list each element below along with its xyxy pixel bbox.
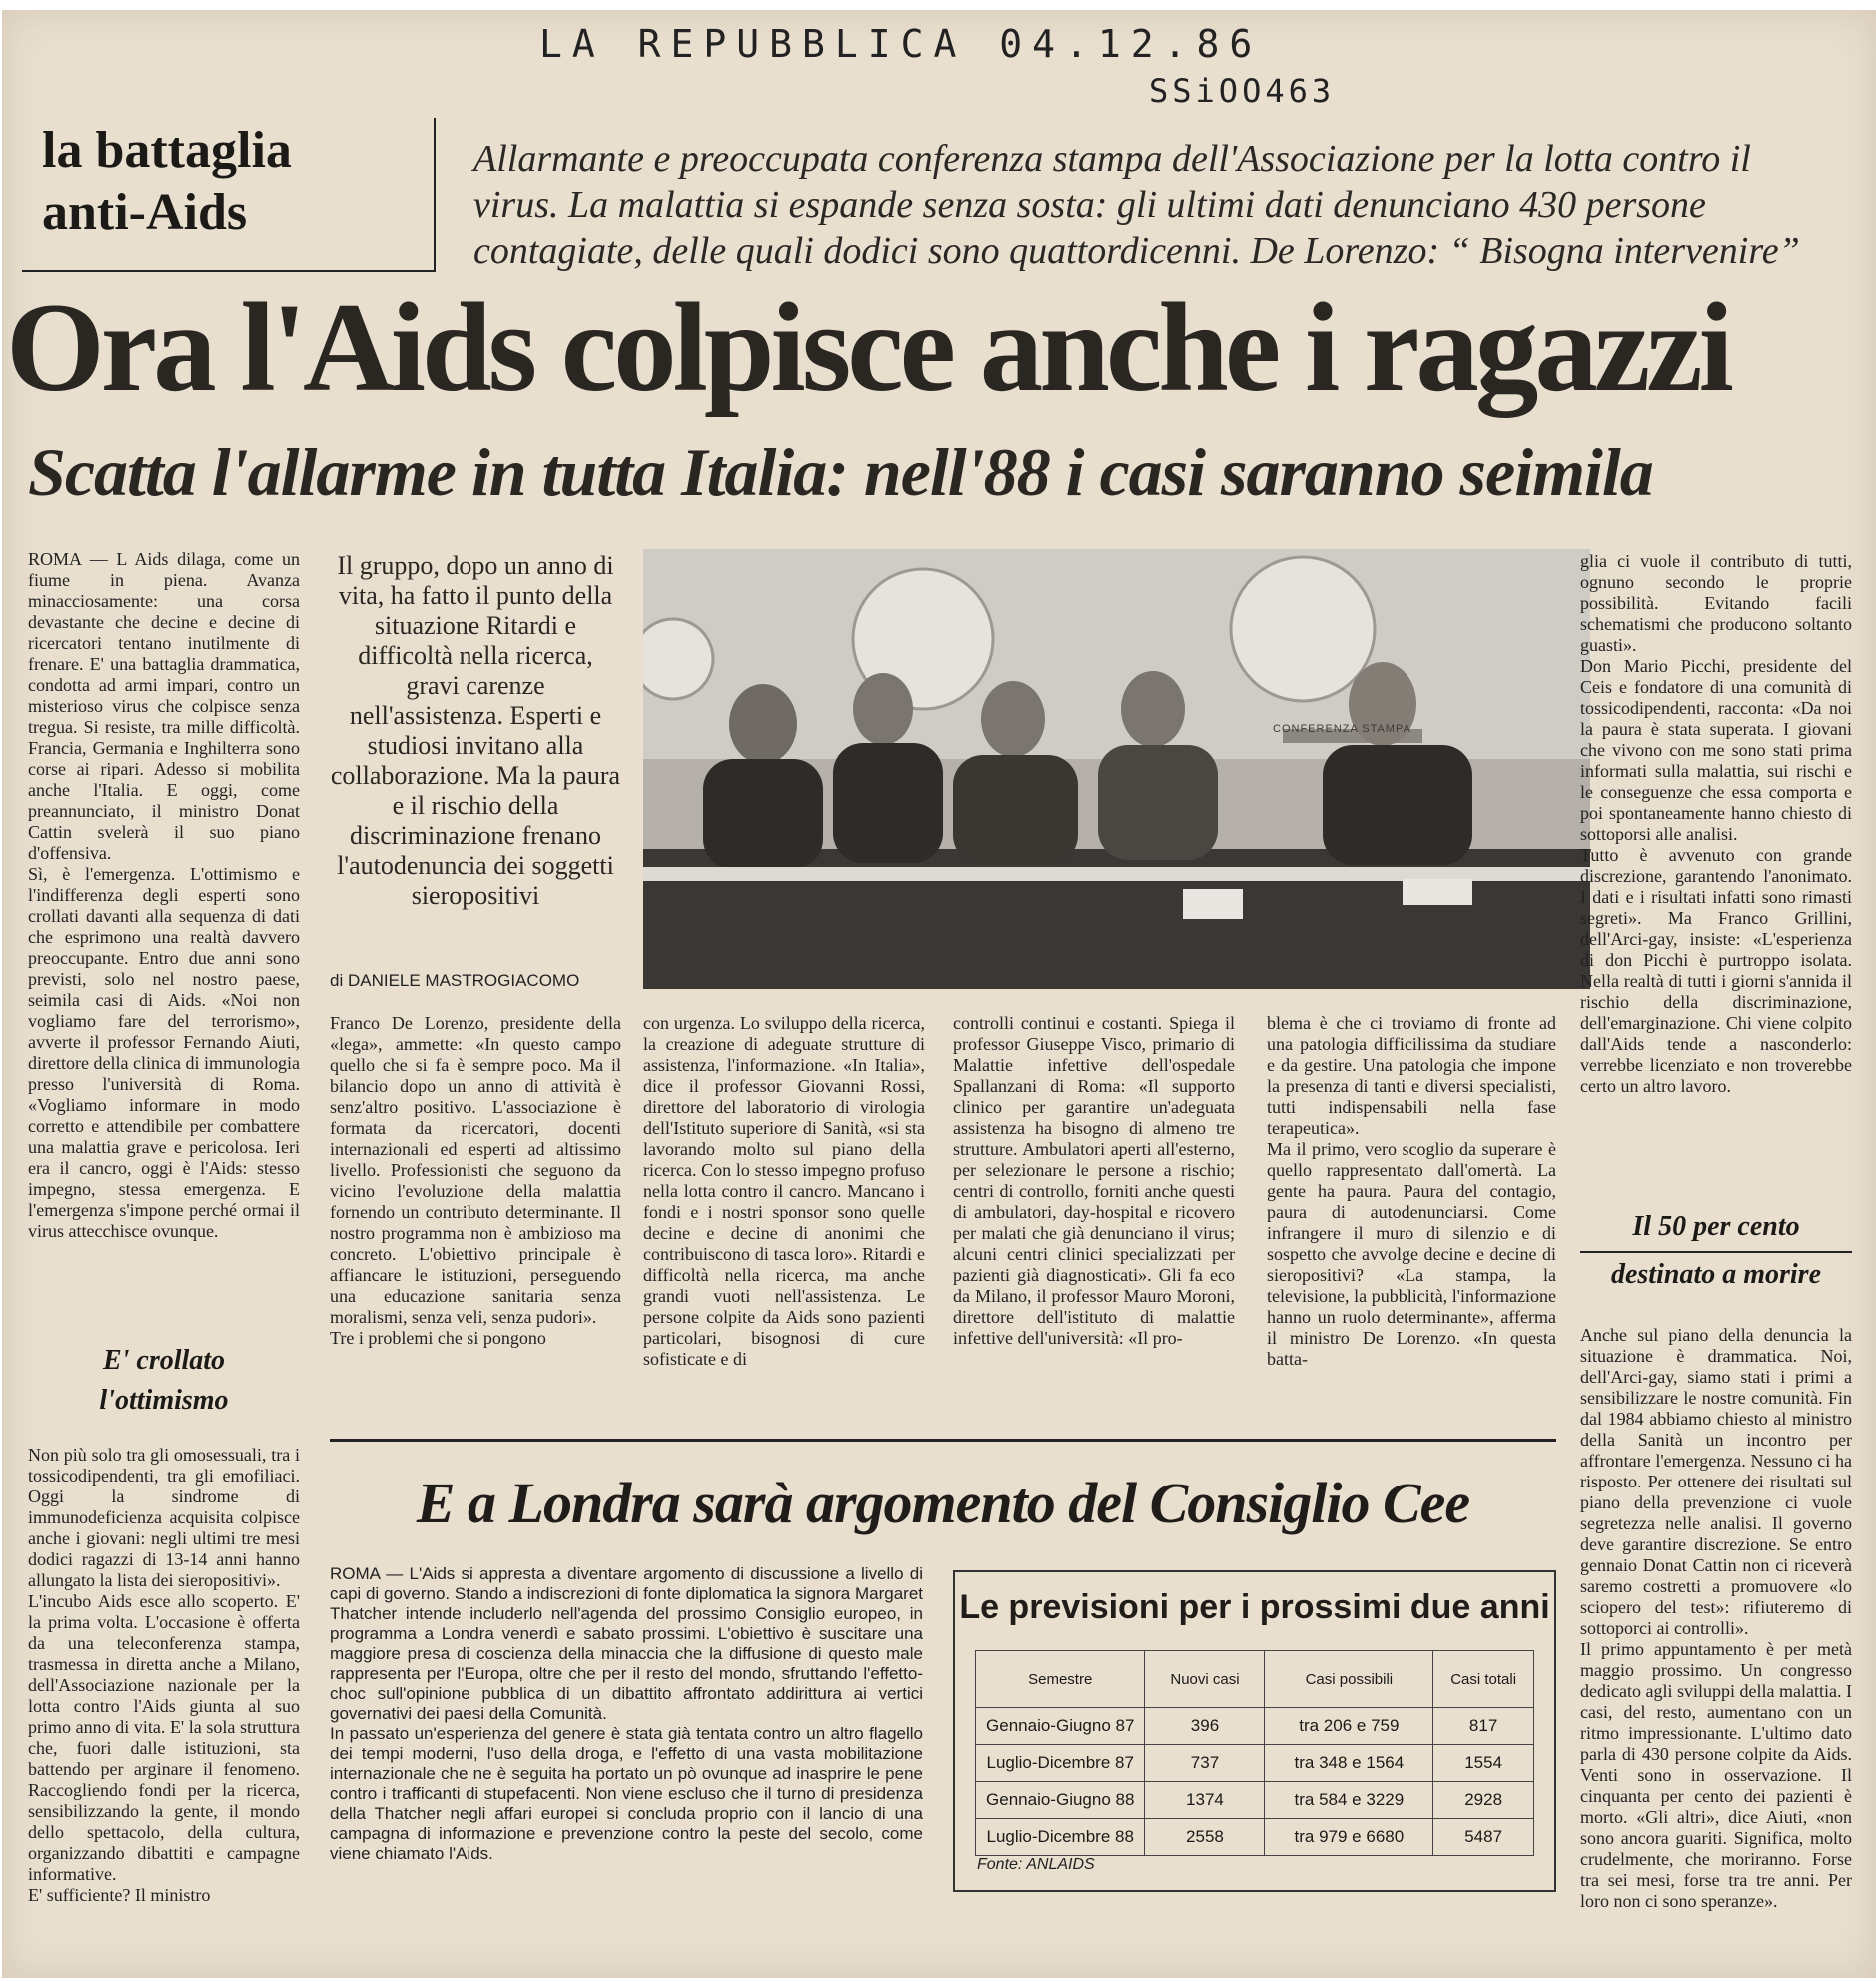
forecast-table [975,1650,1534,1856]
column-4-text: controlli continui e costanti. Spiega il professor Giuseppe Visco, primario di Malattie infettive dell'ospedale Spallanzani di Roma: «Il supporto clinico per garantire un'adeguata assistenza ha bisogno di almeno tre strutture. Ambulatori aperti all'esterno, per selezionare le persone a rischio; centri di controllo, forniti anche questi di ambulatori, day-hospital e ricovero per malati che già denunciano il virus; alcuni centri clinici specializzati per pazienti già diagnosticati». Gli fa eco da Milano, il professor Mauro Moroni, direttore dell'istituto di malattie infettive dell'università: «Il pro- [953,1013,1235,1348]
forecast-header-nuovi-casi: Nuovi casi [1145,1651,1265,1708]
kicker-line-1: la battaglia [42,122,292,179]
forecast-header-casi-totali: Casi totali [1433,1651,1534,1708]
forecast-cell: Luglio-Dicembre 87 [976,1745,1145,1782]
forecast-cell: 817 [1433,1708,1534,1745]
forecast-cell: Gennaio-Giugno 87 [976,1708,1145,1745]
table-row [976,1819,1534,1856]
forecast-header-semestre: Semestre [976,1651,1145,1708]
press-conference-photo-illustration [643,549,1590,989]
kicker-line-2: anti-Aids [42,184,248,241]
column-3-text: con urgenza. Lo sviluppo della ricerca, la creazione di adeguate strutture di assistenza, l'informazione. «In Italia», dice il professor Giovanni Rossi, direttore del laboratorio di virologia dell'Istituto superiore di Sanità, «si sta lavorando molto sul piano della ricerca. Con lo stesso impegno profuso nella lotta contro il cancro. Mancano i fondi e i nostri sponsor sono quelle decine e decine di anonimi che contribuiscono di tasca loro». Ritardi e difficoltà nella ricerca, ma anche grandi vuoti nell'assistenza. Le persone colpite da Aids sono pazienti particolari, bisognosi di cure sofisticate e di [643,1013,925,1369]
kicker-box [22,118,436,272]
column-1-subhead-1: E' crollato [102,1345,226,1376]
subheadline: Scatta l'allarme in tutta Italia: nell'88 i casi saranno seimila [28,434,1653,509]
forecast-header-casi-possibili: Casi possibili [1265,1651,1433,1708]
forecast-cell: 737 [1145,1745,1265,1782]
forecast-cell: 5487 [1433,1819,1534,1856]
forecast-cell: 2558 [1145,1819,1265,1856]
sidebar-top-rule [330,1439,1556,1442]
column-6-continued-text: Anche sul piano della denuncia la situazione è drammatica. Noi, dell'Arci-gay, siamo stati i primi a sensibilizzare le nostre comunità. Fin dal 1984 abbiamo chiesto al ministro della Sanità un incontro per affrontare l'emergenza. Nessuno ci ha risposto. Per ottenere dei risultati sul piano della prevenzione ci vuole segretezza nelle analisi. Il governo deve garantire discrezione. Se entro gennaio Donat Cattin non ci riceverà saremo costretti a promuovere «lo sciopero del test»: rifiuteremo di sottoporci ai controlli». Il primo appuntamento è per metà maggio prossimo. Un congresso dedicato agli sviluppi della malattia. I casi, del resto, aumentano con un ritmo impressionante. L'ultimo dato parla di 430 persone colpite da Aids. Venti sono in osservazione. Il cinquanta per cento dei pazienti è morto. «Gli altri», dice Aiuti, «non sono ancora guariti. Significa, molto crudelmente, che moriranno. Forse tra sei mesi, forse tra tre anni. Per loro non ci sono speranze». [1580,1325,1852,1911]
forecast-cell: 2928 [1433,1782,1534,1819]
headline: Ora l'Aids colpisce anche i ragazzi [6,278,1730,418]
column-6-subhead-2: destinato a morire [1610,1259,1821,1290]
summary: Il gruppo, dopo un anno di vita, ha fatto il punto della situazione Ritardi e difficoltà nella ricerca, gravi carenze nell'assistenza. Esperti e studiosi invitano alla collaborazione. Ma la paura e il rischio della discriminazione frenano l'autodenuncia dei soggetti sieropositivi [330,551,621,910]
forecast-cell: 1554 [1433,1745,1534,1782]
forecast-title: Le previsioni per i prossimi due anni [959,1588,1550,1626]
press-conference-photo [643,549,1590,989]
table-row [976,1745,1534,1782]
sidebar-title: E a Londra sarà argomento del Consiglio Cee [416,1471,1470,1535]
column-5-text: blema è che ci troviamo di fronte ad una patologia difficilissima da studiare e da gestire. Una patologia che impone la presenza di tanti e diversi specialisti, tutti indispensabili nella fase terapeutica». Ma il primo, vero scoglio da superare è quello rappresentato dall'omertà. La gente ha paura. Paura del contagio, paura di autodenunciarsi. Come infrangere il muro di silenzio e di sospetto che avvolge decine e decine di sieropositivi? «La stampa, la televisione, la pubblicità, l'informazione hanno un ruolo determinante», afferma il ministro De Lorenzo. «In questa batta- [1267,1013,1556,1369]
column-1-subhead-2: l'ottimismo [99,1385,229,1416]
deck: Allarmante e preoccupata conferenza stampa dell'Associazione per la lotta contro il virus. La malattia si espande senza sosta: gli ultimi dati denunciano 430 persone contagiate, delle quali dodici sono quattordicenni. De Lorenzo: “ Bisogna intervenire” [473,138,1800,272]
column-6-subhead-rule [1580,1251,1852,1253]
byline: di DANIELE MASTROGIACOMO [330,971,580,990]
column-1-continued-text: Non più solo tra gli omosessuali, tra i tossicodipendenti, tra gli emofiliaci. Oggi la sindrome di immunodeficienza acquisita colpisce anche i giovani: negli ultimi tre mesi dodici ragazzi di 13-14 anni hanno allungato la lista dei sieropositivi». L'incubo Aids esce allo scoperto. E' la prima volta. L'occasione è offerta da una teleconferenza stampa, trasmessa in diretta anche a Milano, dell'Associazione nazionale per la lotta contro l'Aids giunta al suo primo anno di vita. E' la sola struttura che, fuori dalle istituzioni, sta battendo per arginare il fenomeno. Raccogliendo fondi per la ricerca, sensibilizzando la gente, il mondo dello spettacolo, della cultura, organizzando dibattiti e campagne informative. E' sufficiente? Il ministro [28,1445,300,1905]
handwritten-archive-code: SSiOO463 [1149,72,1336,110]
forecast-cell: Gennaio-Giugno 88 [976,1782,1145,1819]
column-2-text: Franco De Lorenzo, presidente della «lega», ammette: «In questo campo quello che si fa è sempre poco. Ma il bilancio dopo un anno di attività è senz'altro positivo. L'associazione è formata da ricercatori, docenti internazionali ed esperti ad altissimo livello. Professionisti che seguono da vicino l'evoluzione della malattia fornendo un contributo determinante. Il nostro programma non è ambizioso ma concreto. L'obiettivo principale è affiancare le istituzioni, perseguendo una educazione sanitaria senza moralismi, senza veli, senza pudori». Tre i problemi che si pongono [330,1013,621,1348]
forecast-cell: tra 979 e 6680 [1265,1819,1433,1856]
forecast-source: Fonte: ANLAIDS [977,1856,1095,1873]
table-row [976,1782,1534,1819]
table-row [976,1708,1534,1745]
column-1-text: ROMA — L Aids dilaga, come un fiume in piena. Avanza minacciosamente: una corsa devastante che decine e decine di ricercatori tentano inutilmente di frenare. E' una battaglia drammatica, condotta ad armi impari, contro un misterioso virus che colpisce senza tregua. Si resiste, tra mille difficoltà. Francia, Germania e Inghilterra sono corse ai ripari. Adesso si mobilita anche l'Italia. E oggi, come preannunciato, il ministro Donat Cattin svelerà il suo piano d'offensiva. Sì, è l'emergenza. L'ottimismo e l'indifferenza degli esperti sono crollati davanti alla sequenza di dati che esprimono una realtà davvero preoccupante. Entro due anni sono previsti, solo nel nostro paese, seimila casi di Aids. «Noi non vogliamo fare del terrorismo», avverte il professor Fernando Aiuti, direttore della clinica di immunologia presso l'università di Roma. «Vogliamo informare in modo corretto e attendibile per combattere una malattia grave e pericolosa. Ieri era il cancro, oggi è l'Aids: stesso impegno, stessa emergenza. E l'emergenza s'impone perché ormai il virus attecchisce ovunque. [28,549,300,1241]
forecast-table-header [976,1651,1534,1708]
photo-banner-text: CONFERENZA STAMPA [1273,723,1411,735]
sidebar-body: ROMA — L'Aids si appresta a diventare argomento di discussione a livello di capi di governo. Stando a indiscrezioni di fonte diplomatica la signora Margaret Thatcher intende includerlo nell'agenda del prossimo Consiglio europeo, in programma a Londra venerdì e sabato prossimi. L'obiettivo è suscitare una maggiore presa di coscienza della minaccia che la diffusione di questo male rappresenta per l'Europa, oltre che per il resto del mondo, sfruttando l'effetto-choc sull'opinione pubblica di un dibattito affrontato addirittura ai vertici governativi dei paesi della Comunità. In passato un'esperienza del genere è stata già tentata contro un altro flagello dei tempi moderni, l'uso della droga, e l'effetto di una vasta mobilitazione internazionale che ne è seguita ha portato un pò ovunque ad inasprire le pene contro i trafficanti di stupefacenti. Non viene escluso che il turno di presidenza della Thatcher negli affari europei si concluda proprio con il lancio di una campagna di informazione e prevenzione contro la peste del secolo, come viene chiamato l'Aids. [330,1564,923,1863]
forecast-cell: tra 584 e 3229 [1265,1782,1433,1819]
forecast-cell: Luglio-Dicembre 88 [976,1819,1145,1856]
forecast-cell: tra 206 e 759 [1265,1708,1433,1745]
forecast-cell: 1374 [1145,1782,1265,1819]
column-6-subhead-1: Il 50 per cento [1632,1211,1800,1242]
forecast-box [953,1570,1556,1892]
forecast-cell: 396 [1145,1708,1265,1745]
forecast-cell: tra 348 e 1564 [1265,1745,1433,1782]
handwritten-source: LA REPUBBLICA 04.12.86 [539,22,1263,66]
column-6-text: glia ci vuole il contributo di tutti, ognuno secondo le proprie possibilità. Evitando facili schematismi che producono soltanto guasti». Don Mario Picchi, presidente del Ceis e fondatore di una comunità di tossicodipendenti, racconta: «Da noi la paura è stata superata. I giovani che vivono con me sono stati prima informati sulla malattia, sui rischi e le conseguenze che essa comporta e poi spontaneamente hanno chiesto di sottoporsi alle analisi. Tutto è avvenuto con grande discrezione, garantendo l'anonimato. I dati e i risultati infatti sono rimasti segreti». Ma Franco Grillini, dell'Arci-gay, insiste: «L'esperienza di don Picchi è purtroppo isolata. Nella realtà di tutti i giorni s'annida il rischio della discriminazione, dell'emarginazione. Chi viene colpito dall'Aids tende a nasconderlo: verrebbe licenziato e non troverebbe certo un altro lavoro. [1580,551,1852,1096]
